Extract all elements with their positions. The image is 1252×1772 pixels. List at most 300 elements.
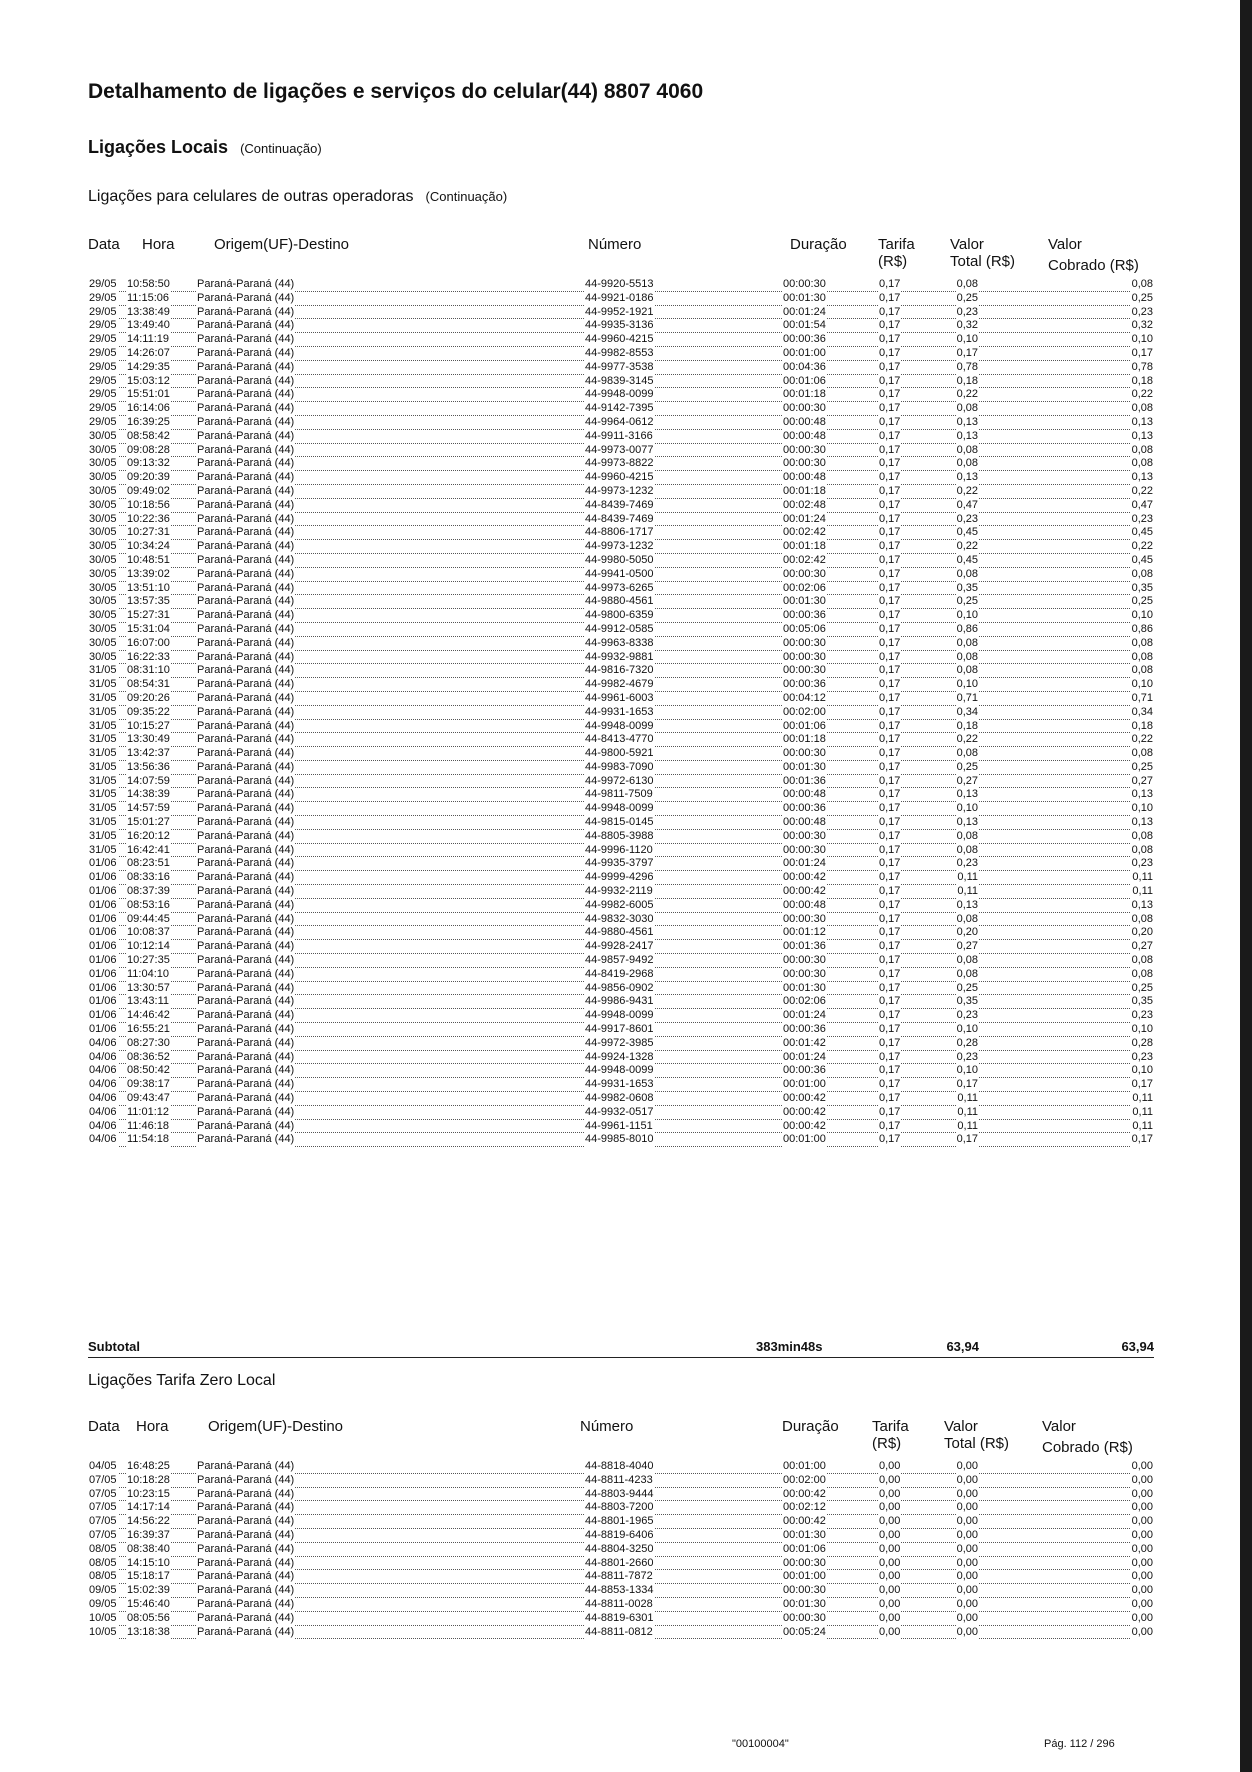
- row-origin-destination: Paraná-Paraná (44): [197, 484, 295, 497]
- row-duration: 00:00:36: [783, 1023, 826, 1036]
- page-title: Detalhamento de ligações e serviços do celular(44) 8807 4060: [88, 80, 704, 103]
- row-date: 31/05: [89, 719, 117, 732]
- row-charged-value: 0,08: [1131, 457, 1153, 470]
- table-row: [88, 816, 1154, 830]
- row-time: 11:54:18: [127, 1133, 170, 1146]
- row-date: 07/05: [89, 1501, 117, 1514]
- row-date: 01/06: [89, 898, 117, 911]
- row-duration: 00:00:30: [783, 829, 826, 842]
- row-date: 30/05: [89, 484, 117, 497]
- row-time: 10:58:50: [127, 278, 170, 290]
- row-time: 13:57:35: [127, 595, 170, 608]
- row-time: 09:20:26: [127, 691, 170, 704]
- row-number: 44-9960-4215: [585, 471, 654, 484]
- row-charged-value: 0,25: [1131, 981, 1153, 994]
- row-duration: 00:00:42: [783, 1092, 826, 1105]
- row-charged-value: 0,08: [1131, 967, 1153, 980]
- row-date: 29/05: [89, 415, 117, 428]
- col-hora: Hora: [142, 236, 175, 253]
- row-duration: 00:01:24: [783, 1050, 826, 1063]
- row-origin-destination: Paraná-Paraná (44): [197, 1556, 295, 1569]
- row-time: 16:22:33: [127, 650, 170, 663]
- row-time: 15:46:40: [127, 1597, 170, 1610]
- table-row: [88, 1626, 1154, 1640]
- table-row: [88, 913, 1154, 927]
- row-total-value: 0,27: [956, 774, 978, 787]
- row-total-value: 0,08: [956, 954, 978, 967]
- table-row: [88, 1515, 1154, 1529]
- table-row: [88, 1501, 1154, 1515]
- row-tariff: 0,17: [879, 802, 901, 815]
- row-date: 30/05: [89, 471, 117, 484]
- row-duration: 00:00:30: [783, 567, 826, 580]
- row-origin-destination: Paraná-Paraná (44): [197, 1570, 295, 1583]
- row-duration: 00:00:42: [783, 1487, 826, 1500]
- row-total-value: 0,10: [956, 1064, 978, 1077]
- row-origin-destination: Paraná-Paraná (44): [197, 1473, 295, 1486]
- row-date: 08/05: [89, 1542, 117, 1555]
- row-time: 16:48:25: [127, 1460, 170, 1472]
- table-row: [88, 706, 1154, 720]
- row-number: 44-9973-6265: [585, 581, 654, 594]
- row-duration: 00:00:36: [783, 333, 826, 346]
- row-charged-value: 0,00: [1131, 1542, 1153, 1555]
- row-date: 29/05: [89, 319, 117, 332]
- row-duration: 00:00:42: [783, 1119, 826, 1132]
- row-duration: 00:00:30: [783, 967, 826, 980]
- row-total-value: 0,00: [956, 1487, 978, 1500]
- row-total-value: 0,11: [957, 1092, 978, 1105]
- row-number: 44-9982-6005: [585, 898, 654, 911]
- row-duration: 00:00:48: [783, 816, 826, 829]
- row-total-value: 0,23: [956, 305, 978, 318]
- row-tariff: 0,00: [879, 1556, 901, 1569]
- row-duration: 00:04:36: [783, 360, 826, 373]
- row-charged-value: 0,00: [1131, 1473, 1153, 1486]
- row-charged-value: 0,20: [1131, 926, 1153, 939]
- row-duration: 00:01:24: [783, 1009, 826, 1022]
- row-time: 10:18:28: [127, 1473, 170, 1486]
- row-total-value: 0,71: [956, 691, 978, 704]
- table-row: [88, 871, 1154, 885]
- row-duration: 00:01:06: [783, 719, 826, 732]
- row-number: 44-9982-4679: [585, 678, 654, 691]
- row-date: 01/06: [89, 857, 117, 870]
- row-charged-value: 0,17: [1131, 1133, 1153, 1146]
- row-charged-value: 0,08: [1131, 650, 1153, 663]
- row-tariff: 0,00: [879, 1584, 901, 1597]
- subtotal-charged: 63,94: [1121, 1339, 1154, 1354]
- row-tariff: 0,17: [879, 926, 901, 939]
- table-row: [88, 333, 1154, 347]
- row-charged-value: 0,13: [1131, 429, 1153, 442]
- table-row: [88, 1023, 1154, 1037]
- row-date: 31/05: [89, 678, 117, 691]
- table-row: [88, 1064, 1154, 1078]
- row-charged-value: 0,27: [1131, 774, 1153, 787]
- row-origin-destination: Paraná-Paraná (44): [197, 705, 295, 718]
- row-duration: 00:05:06: [783, 622, 826, 635]
- row-origin-destination: Paraná-Paraná (44): [197, 664, 295, 677]
- row-date: 01/06: [89, 871, 117, 884]
- row-number: 44-9961-1151: [585, 1119, 653, 1132]
- row-charged-value: 0,23: [1131, 857, 1153, 870]
- row-charged-value: 0,11: [1132, 871, 1153, 884]
- table-row: [88, 444, 1154, 458]
- row-time: 09:35:22: [127, 705, 170, 718]
- row-time: 08:27:30: [127, 1036, 170, 1049]
- row-time: 13:49:40: [127, 319, 170, 332]
- row-charged-value: 0,11: [1132, 1105, 1153, 1118]
- row-total-value: 0,00: [956, 1556, 978, 1569]
- row-number: 44-9932-0517: [585, 1105, 654, 1118]
- table-row: [88, 995, 1154, 1009]
- row-duration: 00:02:00: [783, 1473, 826, 1486]
- row-date: 31/05: [89, 747, 117, 760]
- table-row: [88, 802, 1154, 816]
- row-time: 08:53:16: [127, 898, 170, 911]
- row-date: 31/05: [89, 774, 117, 787]
- row-tariff: 0,17: [879, 1050, 901, 1063]
- row-charged-value: 0,08: [1131, 912, 1153, 925]
- row-tariff: 0,17: [879, 1119, 901, 1132]
- row-duration: 00:01:06: [783, 1542, 826, 1555]
- table-row: [88, 733, 1154, 747]
- row-charged-value: 0,10: [1131, 802, 1153, 815]
- row-tariff: 0,17: [879, 402, 901, 415]
- row-total-value: 0,00: [956, 1515, 978, 1528]
- col-valor-total: Valor Total (R$): [944, 1418, 1010, 1452]
- row-time: 08:37:39: [127, 885, 170, 898]
- row-charged-value: 0,08: [1131, 278, 1153, 290]
- row-total-value: 0,08: [956, 278, 978, 290]
- row-duration: 00:00:48: [783, 415, 826, 428]
- row-number: 44-9948-0099: [585, 802, 654, 815]
- row-date: 04/06: [89, 1133, 117, 1146]
- row-origin-destination: Paraná-Paraná (44): [197, 926, 295, 939]
- row-date: 29/05: [89, 346, 117, 359]
- row-time: 08:54:31: [127, 678, 170, 691]
- row-number: 44-9924-1328: [585, 1050, 654, 1063]
- row-tariff: 0,00: [879, 1597, 901, 1610]
- row-origin-destination: Paraná-Paraná (44): [197, 305, 295, 318]
- row-charged-value: 0,08: [1131, 747, 1153, 760]
- row-total-value: 0,00: [956, 1473, 978, 1486]
- row-tariff: 0,00: [879, 1473, 901, 1486]
- row-time: 16:55:21: [127, 1023, 170, 1036]
- subtotal-duration: 383min48s: [756, 1339, 823, 1354]
- row-number: 44-8801-1965: [585, 1515, 654, 1528]
- row-total-value: 0,08: [956, 967, 978, 980]
- row-number: 44-9973-8822: [585, 457, 654, 470]
- row-total-value: 0,47: [956, 498, 978, 511]
- row-date: 04/06: [89, 1064, 117, 1077]
- table-row: [88, 885, 1154, 899]
- row-total-value: 0,20: [956, 926, 978, 939]
- row-tariff: 0,17: [879, 885, 901, 898]
- row-time: 14:57:59: [127, 802, 170, 815]
- row-origin-destination: Paraná-Paraná (44): [197, 346, 295, 359]
- row-duration: 00:00:30: [783, 278, 826, 290]
- subsection-heading: [88, 188, 507, 206]
- row-total-value: 0,13: [956, 471, 978, 484]
- table-row: [88, 402, 1154, 416]
- row-duration: 00:00:42: [783, 1515, 826, 1528]
- row-number: 44-9983-7090: [585, 760, 654, 773]
- row-time: 08:23:51: [127, 857, 170, 870]
- row-tariff: 0,17: [879, 305, 901, 318]
- row-time: 10:18:56: [127, 498, 170, 511]
- row-time: 11:15:06: [127, 291, 170, 304]
- row-number: 44-8811-0028: [585, 1597, 653, 1610]
- row-origin-destination: Paraná-Paraná (44): [197, 1597, 295, 1610]
- row-tariff: 0,17: [879, 705, 901, 718]
- row-charged-value: 0,86: [1131, 622, 1153, 635]
- row-charged-value: 0,18: [1131, 719, 1153, 732]
- row-number: 44-9935-3797: [585, 857, 654, 870]
- row-date: 30/05: [89, 512, 117, 525]
- row-time: 11:01:12: [127, 1105, 170, 1118]
- row-total-value: 0,08: [956, 747, 978, 760]
- row-duration: 00:01:36: [783, 774, 826, 787]
- row-time: 14:26:07: [127, 346, 170, 359]
- col-origem: Origem(UF)-Destino: [208, 1418, 344, 1435]
- row-number: 44-9972-6130: [585, 774, 654, 787]
- row-time: 13:18:38: [127, 1625, 170, 1638]
- row-origin-destination: Paraná-Paraná (44): [197, 760, 295, 773]
- table-row: [88, 499, 1154, 513]
- table-row: [88, 747, 1154, 761]
- col-hora: Hora: [136, 1418, 169, 1435]
- row-tariff: 0,17: [879, 415, 901, 428]
- row-total-value: 0,10: [956, 802, 978, 815]
- row-charged-value: 0,13: [1131, 898, 1153, 911]
- row-tariff: 0,17: [879, 940, 901, 953]
- row-number: 44-8439-7469: [585, 498, 654, 511]
- row-origin-destination: Paraná-Paraná (44): [197, 967, 295, 980]
- row-charged-value: 0,13: [1131, 816, 1153, 829]
- row-date: 31/05: [89, 816, 117, 829]
- table-row: [88, 361, 1154, 375]
- row-time: 15:02:39: [127, 1584, 170, 1597]
- row-tariff: 0,17: [879, 333, 901, 346]
- row-date: 01/06: [89, 981, 117, 994]
- row-date: 31/05: [89, 802, 117, 815]
- row-duration: 00:01:30: [783, 981, 826, 994]
- row-tariff: 0,00: [879, 1460, 901, 1472]
- row-origin-destination: Paraná-Paraná (44): [197, 774, 295, 787]
- row-total-value: 0,00: [956, 1625, 978, 1638]
- row-duration: 00:00:36: [783, 609, 826, 622]
- row-date: 29/05: [89, 374, 117, 387]
- row-number: 44-9980-5050: [585, 553, 654, 566]
- row-charged-value: 0,08: [1131, 443, 1153, 456]
- row-charged-value: 0,11: [1132, 1092, 1153, 1105]
- table-row: [88, 319, 1154, 333]
- row-time: 09:49:02: [127, 484, 170, 497]
- row-duration: 00:01:30: [783, 291, 826, 304]
- section-title: Ligações Locais: [88, 137, 229, 157]
- table-row: [88, 568, 1154, 582]
- row-number: 44-9941-0500: [585, 567, 654, 580]
- row-origin-destination: Paraná-Paraná (44): [197, 1092, 295, 1105]
- row-duration: 00:00:30: [783, 1556, 826, 1569]
- row-duration: 00:04:12: [783, 691, 826, 704]
- subtotal-total: 63,94: [946, 1339, 979, 1354]
- row-tariff: 0,17: [879, 1036, 901, 1049]
- row-origin-destination: Paraná-Paraná (44): [197, 940, 295, 953]
- row-charged-value: 0,10: [1131, 609, 1153, 622]
- row-time: 09:08:28: [127, 443, 170, 456]
- row-total-value: 0,25: [956, 760, 978, 773]
- table-row: [88, 775, 1154, 789]
- row-number: 44-9931-1653: [585, 1078, 654, 1091]
- row-date: 29/05: [89, 360, 117, 373]
- row-date: 30/05: [89, 457, 117, 470]
- row-tariff: 0,17: [879, 967, 901, 980]
- row-date: 31/05: [89, 705, 117, 718]
- subtotal-row: [88, 1339, 1154, 1358]
- scan-edge: [1240, 0, 1252, 1772]
- table-row: [88, 637, 1154, 651]
- row-origin-destination: Paraná-Paraná (44): [197, 1119, 295, 1132]
- row-number: 44-9964-0612: [585, 415, 654, 428]
- row-charged-value: 0,00: [1131, 1570, 1153, 1583]
- row-origin-destination: Paraná-Paraná (44): [197, 319, 295, 332]
- row-total-value: 0,28: [956, 1036, 978, 1049]
- row-origin-destination: Paraná-Paraná (44): [197, 581, 295, 594]
- row-origin-destination: Paraná-Paraná (44): [197, 1064, 295, 1077]
- row-charged-value: 0,18: [1131, 374, 1153, 387]
- row-total-value: 0,13: [956, 429, 978, 442]
- row-total-value: 0,45: [956, 553, 978, 566]
- row-tariff: 0,17: [879, 1105, 901, 1118]
- row-charged-value: 0,00: [1131, 1556, 1153, 1569]
- row-total-value: 0,25: [956, 595, 978, 608]
- row-duration: 00:00:30: [783, 912, 826, 925]
- row-duration: 00:01:30: [783, 1597, 826, 1610]
- row-duration: 00:01:12: [783, 926, 826, 939]
- row-origin-destination: Paraná-Paraná (44): [197, 1528, 295, 1541]
- row-time: 15:27:31: [127, 609, 170, 622]
- row-total-value: 0,10: [956, 333, 978, 346]
- table-header: [88, 1418, 1154, 1458]
- col-data: Data: [88, 236, 120, 253]
- row-origin-destination: Paraná-Paraná (44): [197, 816, 295, 829]
- row-charged-value: 0,22: [1131, 733, 1153, 746]
- row-total-value: 0,23: [956, 1050, 978, 1063]
- row-total-value: 0,23: [956, 512, 978, 525]
- row-charged-value: 0,00: [1131, 1611, 1153, 1624]
- row-date: 04/05: [89, 1460, 117, 1472]
- row-time: 16:14:06: [127, 402, 170, 415]
- row-duration: 00:00:30: [783, 664, 826, 677]
- table-row: [88, 899, 1154, 913]
- row-tariff: 0,17: [879, 871, 901, 884]
- row-tariff: 0,17: [879, 829, 901, 842]
- row-origin-destination: Paraná-Paraná (44): [197, 843, 295, 856]
- row-number: 44-9972-3985: [585, 1036, 654, 1049]
- row-date: 29/05: [89, 388, 117, 401]
- table-row: [88, 857, 1154, 871]
- row-date: 30/05: [89, 540, 117, 553]
- row-duration: 00:00:36: [783, 678, 826, 691]
- col-numero: Número: [588, 236, 642, 253]
- row-origin-destination: Paraná-Paraná (44): [197, 995, 295, 1008]
- table-row: [88, 1598, 1154, 1612]
- row-time: 16:07:00: [127, 636, 170, 649]
- row-charged-value: 0,08: [1131, 567, 1153, 580]
- row-charged-value: 0,10: [1131, 1023, 1153, 1036]
- row-origin-destination: Paraná-Paraná (44): [197, 733, 295, 746]
- row-number: 44-9932-9881: [585, 650, 654, 663]
- row-number: 44-9816-7320: [585, 664, 654, 677]
- row-number: 44-9986-9431: [585, 995, 654, 1008]
- row-number: 44-8819-6406: [585, 1528, 654, 1541]
- row-charged-value: 0,23: [1131, 1009, 1153, 1022]
- row-charged-value: 0,23: [1131, 305, 1153, 318]
- row-date: 30/05: [89, 650, 117, 663]
- row-origin-destination: Paraná-Paraná (44): [197, 802, 295, 815]
- row-date: 31/05: [89, 788, 117, 801]
- row-charged-value: 0,00: [1131, 1625, 1153, 1638]
- table-row: [88, 416, 1154, 430]
- row-charged-value: 0,11: [1132, 885, 1153, 898]
- row-number: 44-9815-0145: [585, 816, 654, 829]
- table-row: [88, 375, 1154, 389]
- row-date: 30/05: [89, 622, 117, 635]
- row-time: 10:34:24: [127, 540, 170, 553]
- row-time: 15:01:27: [127, 816, 170, 829]
- row-duration: 00:01:30: [783, 595, 826, 608]
- row-tariff: 0,17: [879, 595, 901, 608]
- row-date: 01/06: [89, 967, 117, 980]
- row-total-value: 0,17: [956, 1133, 978, 1146]
- row-tariff: 0,17: [879, 774, 901, 787]
- row-date: 30/05: [89, 498, 117, 511]
- row-date: 04/06: [89, 1105, 117, 1118]
- row-duration: 00:02:42: [783, 526, 826, 539]
- row-time: 08:31:10: [127, 664, 170, 677]
- row-tariff: 0,00: [879, 1542, 901, 1555]
- row-number: 44-9800-6359: [585, 609, 654, 622]
- row-origin-destination: Paraná-Paraná (44): [197, 609, 295, 622]
- row-total-value: 0,11: [957, 871, 978, 884]
- row-charged-value: 0,13: [1131, 471, 1153, 484]
- row-total-value: 0,35: [956, 581, 978, 594]
- row-origin-destination: Paraná-Paraná (44): [197, 415, 295, 428]
- table-row: [88, 1092, 1154, 1106]
- row-time: 10:12:14: [127, 940, 170, 953]
- row-origin-destination: Paraná-Paraná (44): [197, 636, 295, 649]
- row-charged-value: 0,28: [1131, 1036, 1153, 1049]
- row-date: 09/05: [89, 1584, 117, 1597]
- col-numero: Número: [580, 1418, 634, 1435]
- row-charged-value: 0,10: [1131, 333, 1153, 346]
- row-date: 01/06: [89, 1009, 117, 1022]
- row-date: 29/05: [89, 278, 117, 290]
- row-time: 09:13:32: [127, 457, 170, 470]
- row-tariff: 0,17: [879, 650, 901, 663]
- row-origin-destination: Paraná-Paraná (44): [197, 553, 295, 566]
- row-origin-destination: Paraná-Paraná (44): [197, 498, 295, 511]
- row-origin-destination: Paraná-Paraná (44): [197, 788, 295, 801]
- row-duration: 00:02:06: [783, 995, 826, 1008]
- table-row: [88, 582, 1154, 596]
- row-time: 09:20:39: [127, 471, 170, 484]
- row-time: 15:03:12: [127, 374, 170, 387]
- row-date: 04/06: [89, 1050, 117, 1063]
